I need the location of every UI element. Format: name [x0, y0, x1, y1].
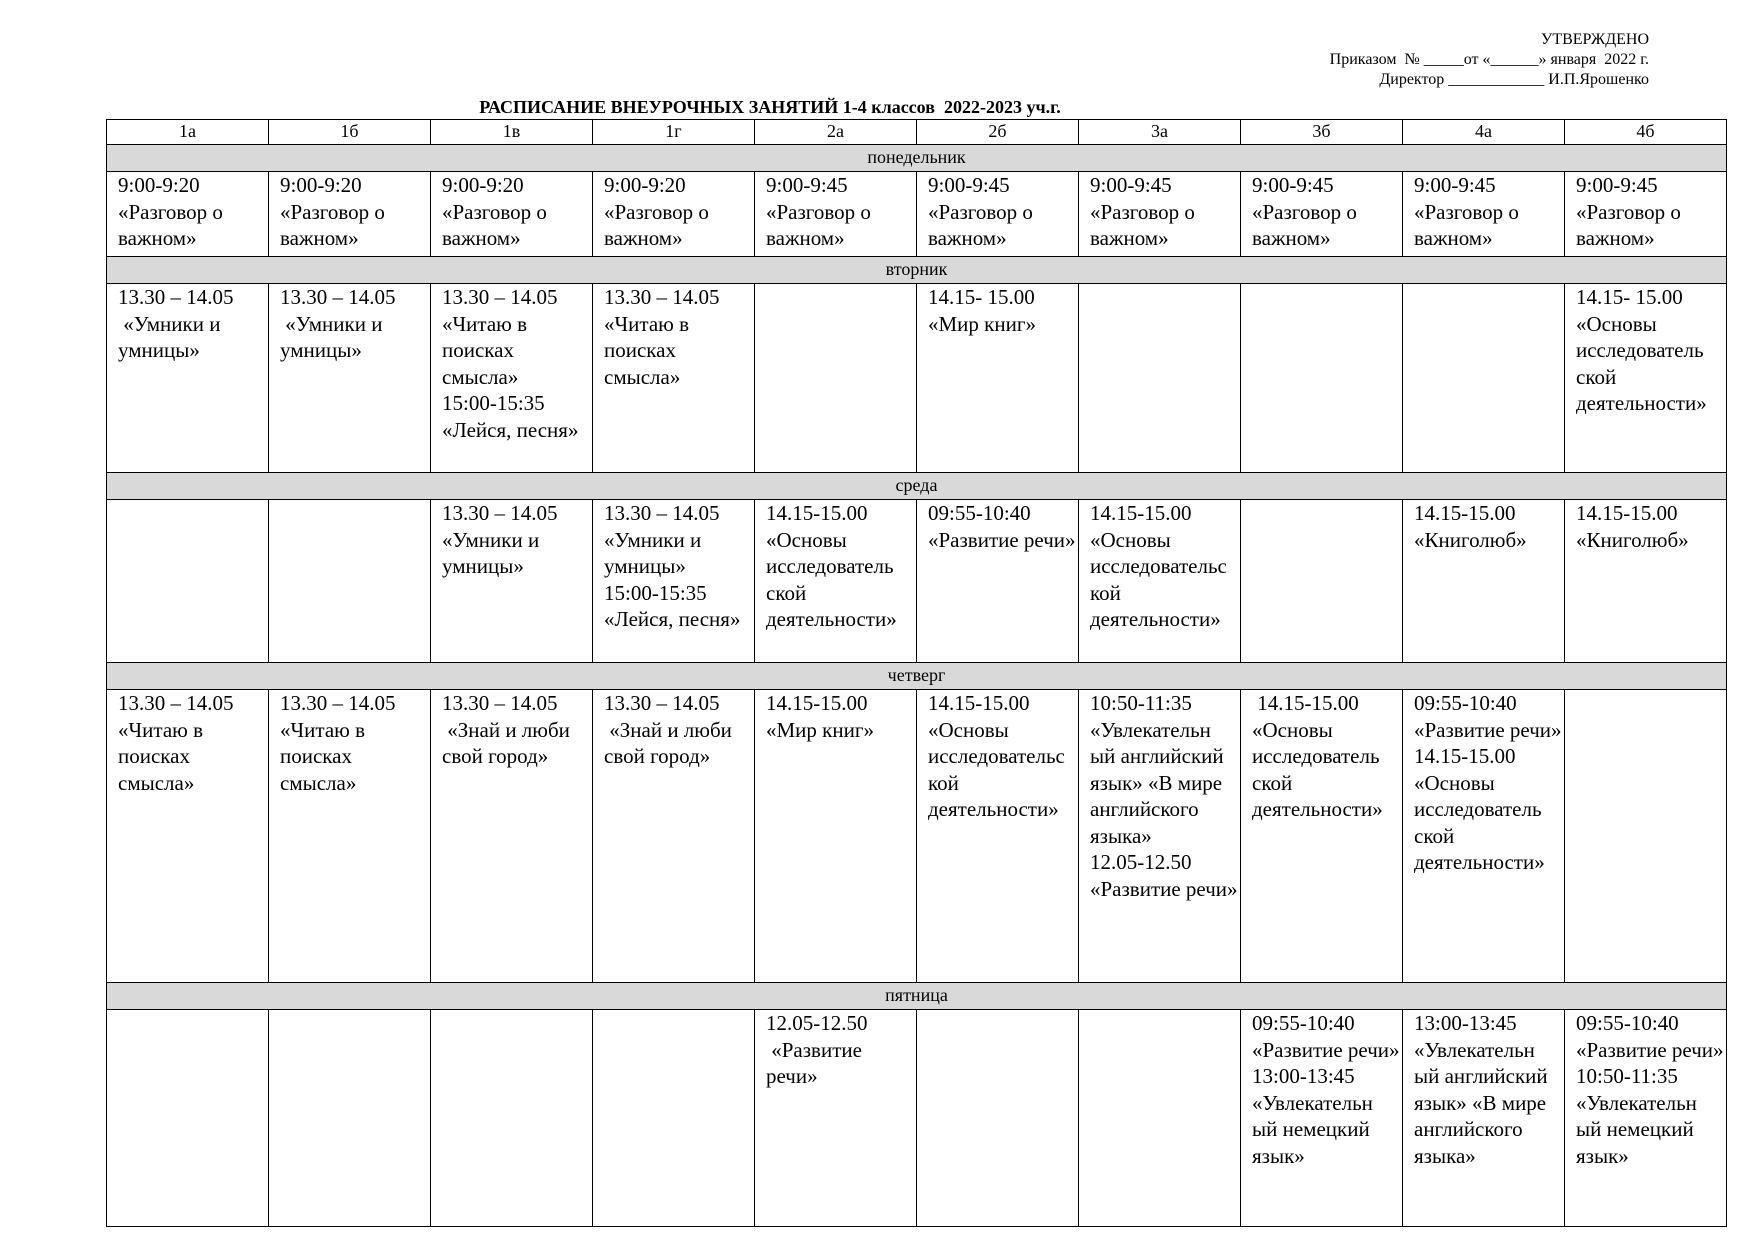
day-label: пятница	[107, 983, 1727, 1010]
lesson-text: 13.30 – 14.05	[604, 285, 720, 309]
lesson-text: «Основы исследователь ской деятельности»	[766, 527, 899, 631]
lesson-cell	[269, 690, 431, 983]
lessons-row	[107, 690, 1727, 983]
lesson-cell	[1565, 690, 1727, 983]
schedule-body	[107, 145, 1727, 1227]
lesson-cell	[107, 500, 269, 663]
lesson-text: «Увлекательн ый английский язык» «В мире английского языка»	[1090, 717, 1229, 848]
lesson-cell	[593, 172, 755, 257]
lesson-text: «Умники и умницы»	[442, 527, 545, 578]
lesson-cell	[755, 172, 917, 257]
lesson-cell	[1079, 500, 1241, 663]
lesson-text: 12.05-12.50	[766, 1011, 868, 1035]
lesson-text: 9:00-9:20	[442, 173, 524, 197]
lesson-text: 14.15- 15.00	[1576, 285, 1683, 309]
lesson-text: 9:00-9:45	[1576, 173, 1658, 197]
lesson-text: 9:00-9:45	[1414, 173, 1496, 197]
lesson-cell	[1241, 1010, 1403, 1227]
lesson-text: 9:00-9:45	[766, 173, 848, 197]
lesson-text: «Читаю в поисках смысла»	[442, 311, 533, 389]
lesson-cell	[917, 690, 1079, 983]
lesson-text: 14.15-15.00	[928, 691, 1030, 715]
schedule-table	[106, 119, 1727, 1227]
lesson-text: 14.15-15.00	[766, 501, 868, 525]
lesson-text: 13.30 – 14.05	[442, 691, 558, 715]
lesson-text: 14.15-15.00	[1414, 744, 1516, 768]
day-row	[107, 983, 1727, 1010]
lesson-cell	[917, 500, 1079, 663]
approval-stamp	[1330, 30, 1649, 90]
lesson-text: «Разговор о важном»	[604, 199, 715, 250]
lesson-cell	[269, 500, 431, 663]
lesson-text: 9:00-9:20	[280, 173, 362, 197]
lesson-cell	[107, 172, 269, 257]
lessons-row	[107, 284, 1727, 473]
class-header: 1б	[269, 120, 431, 145]
lesson-text: 13.30 – 14.05	[280, 285, 396, 309]
approval-director: Директор ____________ И.П.Ярошенко	[1379, 71, 1649, 88]
class-header: 3б	[1241, 120, 1403, 145]
day-label: среда	[107, 473, 1727, 500]
lesson-text: «Читаю в поисках смысла»	[280, 717, 371, 795]
lesson-text: «Разговор о важном»	[1252, 199, 1363, 250]
lesson-text: 13.30 – 14.05	[118, 285, 234, 309]
class-header: 1г	[593, 120, 755, 145]
lesson-text: 9:00-9:20	[604, 173, 686, 197]
lesson-text: «Увлекательн ый английский язык» «В мире английского языка»	[1414, 1037, 1553, 1168]
day-row	[107, 663, 1727, 690]
lesson-text: 14.15- 15.00	[928, 285, 1035, 309]
lessons-row	[107, 172, 1727, 257]
lesson-cell	[1565, 172, 1727, 257]
lesson-text: 09:55-10:40	[928, 501, 1031, 525]
lesson-text: «Знай и люби свой город»	[604, 717, 738, 768]
lesson-text: «Знай и люби свой город»	[442, 717, 576, 768]
day-row	[107, 145, 1727, 172]
lesson-cell	[1403, 1010, 1565, 1227]
lesson-cell	[1565, 284, 1727, 473]
lesson-cell	[755, 284, 917, 473]
lesson-text: «Основы исследовательс кой деятельности»	[1090, 527, 1233, 631]
lesson-text: «Основы исследователь ской деятельности»	[1576, 311, 1709, 415]
lesson-cell	[755, 1010, 917, 1227]
lesson-text: «Увлекательн ый немецкий язык»	[1576, 1090, 1703, 1168]
lesson-text: «Разговор о важном»	[766, 199, 877, 250]
lesson-cell	[1079, 1010, 1241, 1227]
day-row	[107, 473, 1727, 500]
lesson-text: 13:00-13:45	[1252, 1064, 1355, 1088]
lesson-text: «Мир книг»	[928, 311, 1036, 336]
lesson-text: «Умники и умницы»	[604, 527, 707, 578]
lesson-text: 09:55-10:40	[1252, 1011, 1355, 1035]
lesson-text: «Разговор о важном»	[1090, 199, 1201, 250]
lesson-cell	[1565, 1010, 1727, 1227]
lesson-text: «Книголюб»	[1414, 527, 1527, 552]
lesson-text: «Читаю в поисках смысла»	[118, 717, 209, 795]
lesson-cell	[917, 172, 1079, 257]
lesson-cell	[1403, 690, 1565, 983]
class-header: 3а	[1079, 120, 1241, 145]
lesson-cell	[107, 690, 269, 983]
class-header: 4а	[1403, 120, 1565, 145]
lesson-text: «Разговор о важном»	[1414, 199, 1525, 250]
lesson-cell	[1079, 172, 1241, 257]
day-label: четверг	[107, 663, 1727, 690]
lesson-text: 09:55-10:40	[1576, 1011, 1679, 1035]
lesson-text: «Разговор о важном»	[1576, 199, 1687, 250]
lesson-cell	[431, 1010, 593, 1227]
lesson-cell	[1403, 284, 1565, 473]
lesson-cell	[755, 690, 917, 983]
lesson-cell	[431, 690, 593, 983]
class-header: 2б	[917, 120, 1079, 145]
lesson-text: «Развитие речи»	[1252, 1037, 1400, 1062]
day-label: вторник	[107, 257, 1727, 284]
lesson-cell	[1241, 172, 1403, 257]
page-title: РАСПИСАНИЕ ВНЕУРОЧНЫХ ЗАНЯТИЙ 1-4 классов 2022-2023 уч.г.	[479, 97, 1061, 117]
lesson-text: 13:00-13:45	[1414, 1011, 1517, 1035]
lesson-text: «Умники и умницы»	[118, 311, 226, 362]
lesson-text: 13.30 – 14.05	[442, 501, 558, 525]
lesson-cell	[1079, 284, 1241, 473]
lesson-cell	[917, 284, 1079, 473]
lesson-cell	[431, 500, 593, 663]
lesson-text: 9:00-9:45	[928, 173, 1010, 197]
lesson-text: «Развитие речи»	[1090, 876, 1238, 901]
class-header-row	[107, 120, 1727, 145]
lesson-cell	[1403, 500, 1565, 663]
lesson-cell	[1079, 690, 1241, 983]
lesson-text: 13.30 – 14.05	[604, 501, 720, 525]
lesson-cell	[1565, 500, 1727, 663]
lesson-text: 09:55-10:40	[1414, 691, 1517, 715]
class-header: 1а	[107, 120, 269, 145]
lessons-row	[107, 500, 1727, 663]
lesson-text: 12.05-12.50	[1090, 850, 1192, 874]
lesson-cell	[593, 690, 755, 983]
lesson-text: «Развитие речи»	[766, 1037, 868, 1088]
lesson-text: «Основы исследователь ской деятельности»	[1414, 770, 1547, 874]
approval-order: Приказом № _____от «______» января 2022 г.	[1329, 51, 1649, 68]
lesson-text: «Разговор о важном»	[280, 199, 391, 250]
approval-title: УТВЕРЖДЕНО	[1540, 31, 1649, 48]
lesson-cell	[593, 284, 755, 473]
lesson-cell	[431, 172, 593, 257]
lesson-text: «Разговор о важном»	[118, 199, 229, 250]
class-header: 1в	[431, 120, 593, 145]
lesson-text: 14.15-15.00	[1090, 501, 1192, 525]
lesson-text: «Разговор о важном»	[928, 199, 1039, 250]
lesson-text: 13.30 – 14.05	[604, 691, 720, 715]
lesson-text: 14.15-15.00	[766, 691, 868, 715]
lesson-cell	[269, 284, 431, 473]
lesson-text: «Развитие речи»	[928, 527, 1076, 552]
lesson-text: «Мир книг»	[766, 717, 874, 742]
lesson-cell	[1403, 172, 1565, 257]
lesson-cell	[1241, 690, 1403, 983]
lesson-cell	[755, 500, 917, 663]
lesson-cell	[107, 1010, 269, 1227]
lesson-text: 10:50-11:35	[1090, 691, 1192, 715]
lesson-text: «Умники и умницы»	[280, 311, 388, 362]
lesson-cell	[1241, 500, 1403, 663]
lesson-cell	[431, 284, 593, 473]
lesson-text: 14.15-15.00	[1414, 501, 1516, 525]
lesson-cell	[1241, 284, 1403, 473]
lesson-text: «Читаю в поисках смысла»	[604, 311, 695, 389]
lesson-cell	[917, 1010, 1079, 1227]
lesson-text: 10:50-11:35	[1576, 1064, 1678, 1088]
lesson-text: «Основы исследовательс кой деятельности»	[928, 717, 1071, 821]
lesson-text: 14.15-15.00	[1576, 501, 1678, 525]
lesson-text: 9:00-9:45	[1090, 173, 1172, 197]
lesson-text: 13.30 – 14.05	[280, 691, 396, 715]
lesson-text: «Разговор о важном»	[442, 199, 553, 250]
day-label: понедельник	[107, 145, 1727, 172]
lesson-text: «Увлекательн ый немецкий язык»	[1252, 1090, 1379, 1168]
lesson-text: «Развитие речи»	[1414, 717, 1562, 742]
lesson-cell	[593, 1010, 755, 1227]
lesson-text: 9:00-9:45	[1252, 173, 1334, 197]
lesson-text: 13.30 – 14.05	[118, 691, 234, 715]
lesson-text: 13.30 – 14.05	[442, 285, 558, 309]
lesson-text: 14.15-15.00	[1252, 691, 1359, 715]
lesson-text: «Лейся, песня»	[604, 607, 741, 631]
lesson-cell	[269, 1010, 431, 1227]
lesson-text: 9:00-9:20	[118, 173, 200, 197]
lesson-text: «Основы исследователь ской деятельности»	[1252, 717, 1385, 821]
lesson-cell	[269, 172, 431, 257]
class-header: 2а	[755, 120, 917, 145]
lesson-text: 15:00-15:35	[604, 580, 707, 605]
lesson-cell	[107, 284, 269, 473]
lesson-text: «Развитие речи»	[1576, 1037, 1724, 1062]
day-row	[107, 257, 1727, 284]
lessons-row	[107, 1010, 1727, 1227]
lesson-text: «Лейся, песня»	[442, 417, 579, 442]
lesson-text: «Книголюб»	[1576, 527, 1689, 552]
class-header: 4б	[1565, 120, 1727, 145]
lesson-cell	[593, 500, 755, 663]
lesson-text: 15:00-15:35	[442, 391, 545, 415]
